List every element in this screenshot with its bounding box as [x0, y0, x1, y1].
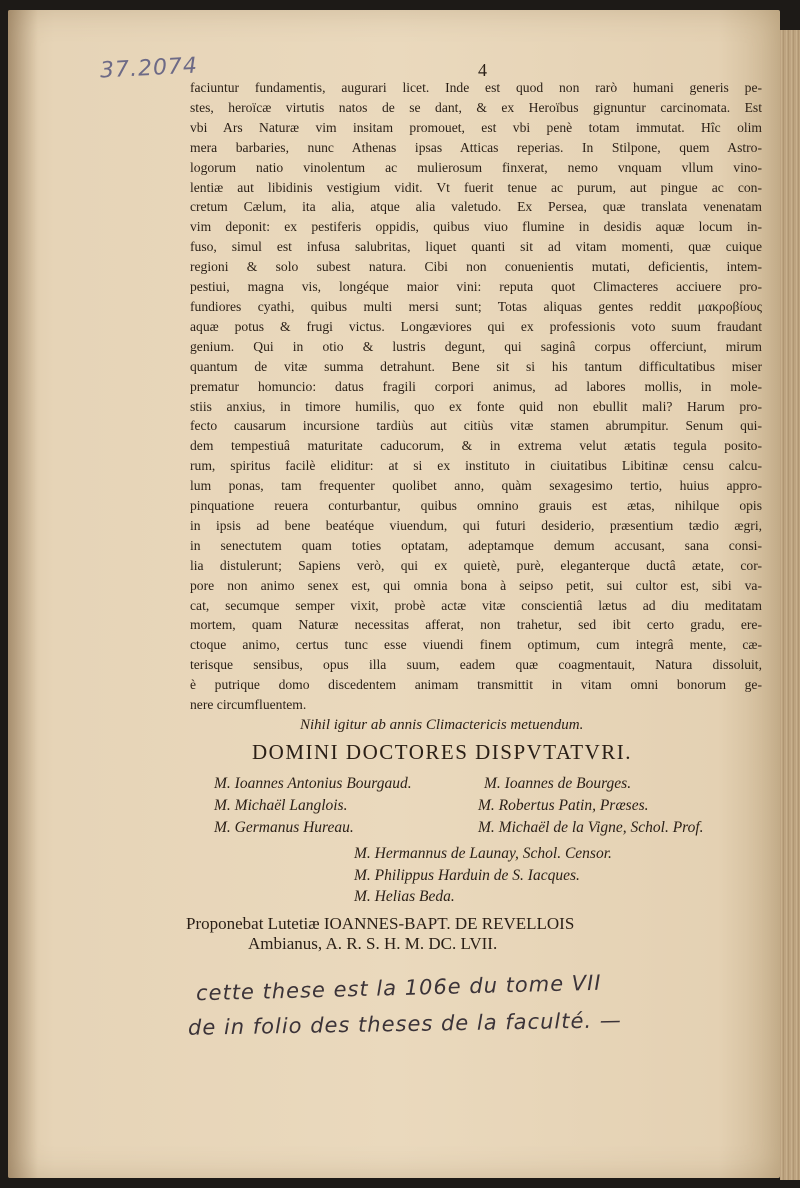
- text-line: pore non animo senex est, qui omnia bona à seipso petit, sui cultor est, sibi va-: [190, 577, 762, 593]
- page-edges: [780, 30, 800, 1180]
- text-line: rum, spiritus facilè eliditur: at si ex instituto in ciuitatibus Libitinæ censu calcu-: [190, 458, 762, 474]
- text-line: lia distulerunt; Sapiens verò, qui ex quietè, purè, eleganterque ductâ ætate, cor-: [190, 557, 762, 573]
- proponebat-line: Proponebat Lutetiæ IOANNES-BAPT. DE REVELLOIS: [186, 914, 575, 933]
- text-line: pinquatione reuera conturbantur, quibus omnino grauis est ætas, nihilque opis: [190, 498, 762, 514]
- handwritten-note-line-2: de in folio des theses de la faculté. —: [187, 1008, 622, 1040]
- text-line: nere circumfluentem.: [190, 697, 307, 713]
- text-line: stiis anxius, in timore humilis, quo ex fonte quid non ebullit mali? Harum pro-: [190, 398, 762, 414]
- doctor-name: M. Michaël de la Vigne, Schol. Prof.: [478, 819, 704, 836]
- text-line: terisque sensibus, opus illa suum, eadem quæ coagmentauit, Natura dissoluit,: [190, 657, 762, 673]
- text-line: cat, secumque semper vixit, probè actæ vitæ conscientiâ lætus ad diu meditatam: [190, 597, 762, 613]
- text-line: fecto causarum incursione tardiùs aut citiùs vitæ stamen abrumpitur. Senum qui-: [190, 418, 762, 434]
- text-line: cretum Cælum, ita alia, atque alia valetudo. Ex Persea, quæ translata venenatam: [190, 199, 762, 215]
- text-line: è putrique domo discedentem animam transmittit in vitam omni bonorum ge-: [190, 677, 762, 693]
- doctor-name: M. Germanus Hureau.: [214, 819, 354, 836]
- doctor-name: M. Helias Beda.: [354, 888, 455, 905]
- handwritten-note-line-1: cette these est la 106e du tome VII: [195, 970, 602, 1006]
- conclusion-line: Nihil igitur ab annis Climactericis metuendum.: [300, 717, 584, 733]
- imprint-line: Ambianus, A. R. S. H. M. DC. LVII.: [248, 934, 498, 953]
- doctor-name: M. Ioannes Antonius Bourgaud.: [214, 775, 412, 792]
- doctor-name: M. Philippus Harduin de S. Iacques.: [354, 867, 580, 884]
- text-line: mera barbaries, nunc Athenas ipsas Atticas reperias. In Stilpone, quem Astro-: [190, 139, 762, 155]
- doctor-name: M. Hermannus de Launay, Schol. Censor.: [354, 845, 612, 862]
- text-line: mortem, quam Naturæ necessitas afferat, non trahetur, sed ibit certo gradu, ere-: [190, 617, 762, 633]
- spine-shadow: [8, 10, 38, 1178]
- body-paragraph: [190, 78, 762, 715]
- text-line: regioni & solo subest natura. Cibi non conuenientis mutati, deficientis, intem-: [190, 259, 762, 275]
- text-line: lum ponas, tam frequenter quolibet anno, quàm sexagesimo tertio, huius appro-: [190, 478, 762, 494]
- shelfmark-annotation: 37.2074: [99, 53, 199, 84]
- doctors-heading: DOMINI DOCTORES DISPVTATVRI.: [252, 740, 633, 764]
- doctor-name: M. Robertus Patin, Præses.: [478, 797, 649, 814]
- page-number: 4: [478, 60, 487, 80]
- doctor-name: M. Ioannes de Bourges.: [484, 775, 632, 792]
- text-line: vbi Ars Naturæ vim insitam promouet, est vbi penè totam immutat. Hîc olim: [190, 119, 762, 135]
- doctor-name: M. Michaël Langlois.: [214, 797, 348, 814]
- text-line: vim deponit: ex pestiferis oppidis, quibus viuo flumine in desidis aquæ locum in-: [190, 219, 762, 235]
- text-line: fuso, simul est infusa salubritas, liquet quanti sit ad vitam momenti, quæ cuique: [190, 239, 762, 255]
- text-line: genium. Qui in otio & lustris degunt, qui saginâ corpus offerciunt, mirum: [190, 338, 762, 354]
- text-line: in senectutem quam toties optatam, adeptamque demum accusant, sana consi-: [190, 537, 762, 553]
- text-line: faciuntur fundamentis, augurari licet. Inde est quod non rarò humani generis pe-: [190, 80, 762, 95]
- text-line: in ipsis ad bene beatéque viuendum, qui futuri desiderio, præsentium tædio ægri,: [190, 517, 762, 533]
- text-line: dem tempestiuâ maturitate caducorum, & in extrema velut ætatis tegula posito-: [190, 438, 762, 454]
- text-line: quantum de vitæ summa detrahunt. Bene sit si his tantum difficultatibus miser: [190, 358, 762, 374]
- text-line: prematur homuncio: datus fragili corpori animus, ad labores mollis, in mole-: [190, 378, 762, 394]
- text-line: logorum natio vinolentum ac mulierosum finxerat, nemo vnquam vllum vino-: [190, 159, 762, 175]
- text-line: ctoque animo, certus tunc esse viuendi finem optimum, cum integrâ mente, cæ-: [190, 637, 762, 653]
- text-line: stes, heroïcæ virtutis natos de se dant, & ex Heroïbus gignuntur carcinomata. Est: [190, 99, 762, 115]
- text-line: pestiui, magna vis, longéque maior vini: reputa quot Climacteres acciuere pro-: [190, 279, 762, 295]
- text-line: lentiæ aut libidinis vestigium vidit. Vt fuerit tenue ac purum, aut pingue ac con-: [190, 179, 762, 195]
- text-line: fundiores cyathi, quibus multi mersi sunt; Totas aliquas gentes reddit μακροβίους: [190, 298, 762, 314]
- text-line: aquæ potus & frugi victus. Longæviores qui ex professionis voto suum fraudant: [190, 318, 762, 334]
